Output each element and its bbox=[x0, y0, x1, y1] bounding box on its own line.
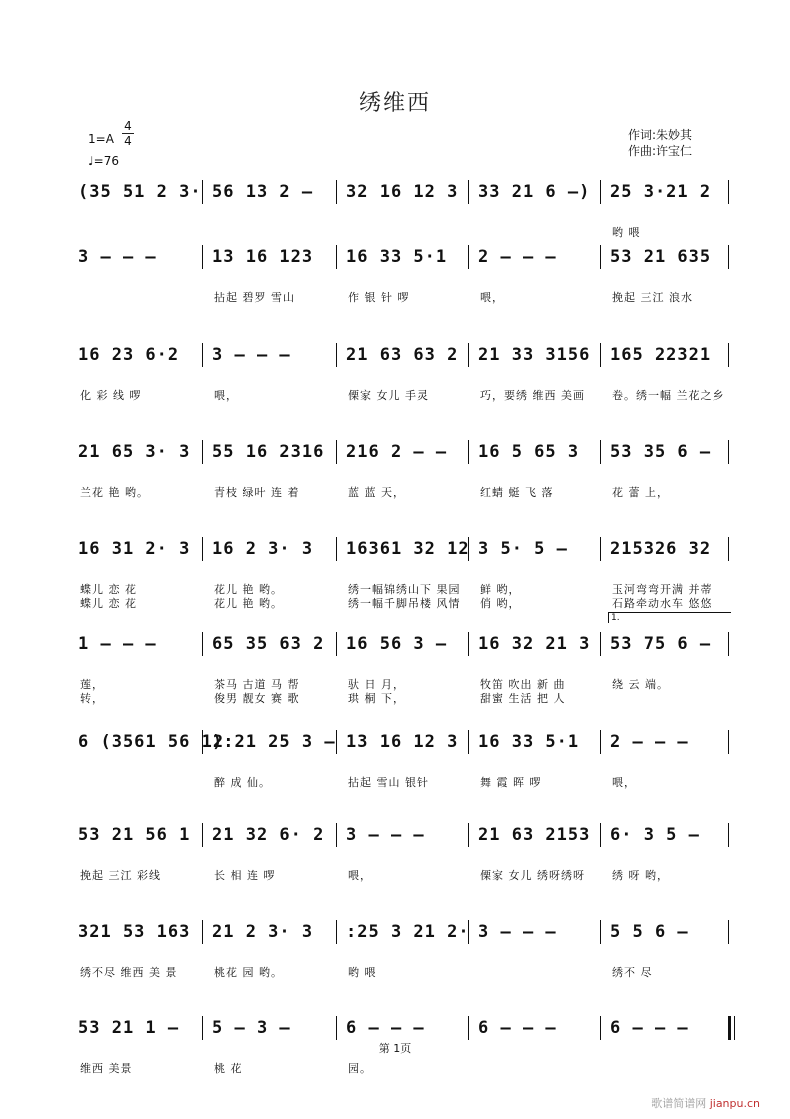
composer: 作曲:许宝仁 bbox=[628, 144, 693, 158]
notes-line bbox=[72, 440, 732, 466]
lyric-segment: 青枝 绿叶 连 着 bbox=[214, 486, 300, 499]
barline bbox=[336, 537, 337, 561]
barline bbox=[336, 632, 337, 656]
barline bbox=[202, 440, 203, 464]
barline bbox=[600, 537, 601, 561]
lyric-segment: 作 银 针 啰 bbox=[348, 291, 410, 304]
barline bbox=[728, 1016, 735, 1040]
measure: 2 – – – bbox=[610, 732, 689, 752]
measure: 2 – – – bbox=[478, 247, 557, 267]
barline bbox=[468, 245, 469, 269]
lyric-segment: 喂， bbox=[480, 291, 504, 304]
barline bbox=[728, 823, 729, 847]
measure: 16 31 2· 3 bbox=[78, 539, 191, 559]
barline bbox=[202, 920, 203, 944]
lyric-segment: 俏 哟， bbox=[480, 597, 521, 610]
lyric-segment: 哟 喂 bbox=[612, 226, 641, 239]
lyric-segment: 绣一幅千脚吊楼 风情 bbox=[348, 597, 461, 610]
lyric-segment: 绣一幅锦绣山下 果园 bbox=[348, 583, 461, 596]
lyric-segment: 喂， bbox=[348, 869, 372, 882]
notes-line bbox=[72, 537, 732, 563]
barline bbox=[468, 180, 469, 204]
notes-line bbox=[72, 245, 732, 271]
lyric-segment: 绣不尽 维西 美 景 bbox=[80, 966, 178, 979]
lyric-segment: 鲜 哟， bbox=[480, 583, 521, 596]
score-row bbox=[72, 245, 732, 325]
lyric-segment: 驮 日 月， bbox=[348, 678, 405, 691]
lyric-segment: 茶马 古道 马 帮 bbox=[214, 678, 300, 691]
lyric-segment: 巧，要绣 维西 美画 bbox=[480, 389, 585, 402]
measure: 3 – – – bbox=[478, 922, 557, 942]
barline bbox=[728, 537, 729, 561]
measure: 33 21 6 –) bbox=[478, 182, 591, 202]
lyric-segment: 桃 花 bbox=[214, 1062, 243, 1075]
barline bbox=[600, 343, 601, 367]
notes-line bbox=[72, 920, 732, 946]
measure: 21 32 6· 2 bbox=[212, 825, 325, 845]
score-row bbox=[72, 440, 732, 520]
barline bbox=[336, 343, 337, 367]
barline bbox=[600, 632, 601, 656]
notes-line bbox=[72, 823, 732, 849]
measure: 21 33 3156 bbox=[478, 345, 591, 365]
barline bbox=[336, 1016, 337, 1040]
measure: 13 16 12 3 bbox=[346, 732, 459, 752]
lyric-segment: 卷。绣一幅 兰花之乡 bbox=[612, 389, 725, 402]
measure: 16 33 5·1 bbox=[346, 247, 448, 267]
measure: :25 3 21 2· bbox=[346, 922, 470, 942]
lyric-segment: 蝶儿 恋 花 bbox=[80, 583, 137, 596]
lyric-segment: 桃花 园 哟。 bbox=[214, 966, 283, 979]
measure: 6 – – – bbox=[478, 1018, 557, 1038]
measure: 53 35 6 – bbox=[610, 442, 712, 462]
barline bbox=[336, 920, 337, 944]
lyric-segment: 牧笛 吹出 新 曲 bbox=[480, 678, 566, 691]
notes-line bbox=[72, 343, 732, 369]
measure: 3 5· 5 – bbox=[478, 539, 568, 559]
score-row bbox=[72, 920, 732, 1000]
lyric-segment: 绣不 尽 bbox=[612, 966, 653, 979]
measure: 1 – – – bbox=[78, 634, 157, 654]
measure: 21 65 3· 3 bbox=[78, 442, 191, 462]
lyric-segment: 蓝 蓝 天， bbox=[348, 486, 405, 499]
tempo-marking: ♩=76 bbox=[88, 154, 119, 168]
lyric-segment: 喂， bbox=[214, 389, 238, 402]
measure: 6· 3 5 – bbox=[610, 825, 700, 845]
barline bbox=[728, 920, 729, 944]
watermark-url: jianpu.cn bbox=[709, 1097, 760, 1110]
measure: ):21 25 3 – bbox=[212, 732, 336, 752]
song-title: 绣维西 bbox=[358, 91, 431, 116]
lyric-segment: 俊男 靓女 赛 歌 bbox=[214, 692, 300, 705]
lyric-segment: 长 相 连 啰 bbox=[214, 869, 276, 882]
barline bbox=[202, 632, 203, 656]
score-row bbox=[72, 632, 732, 712]
lyric-segment: 园。 bbox=[348, 1062, 372, 1075]
barline bbox=[728, 180, 729, 204]
measure: (35 51 2 3· bbox=[78, 182, 202, 202]
barline bbox=[202, 1016, 203, 1040]
barline bbox=[202, 245, 203, 269]
measure: 3 – – – bbox=[346, 825, 425, 845]
measure: 21 2 3· 3 bbox=[212, 922, 314, 942]
barline bbox=[728, 245, 729, 269]
barline bbox=[600, 180, 601, 204]
measure: 165 22321 bbox=[610, 345, 712, 365]
measure: 53 21 635 bbox=[610, 247, 712, 267]
measure: 53 21 1 – bbox=[78, 1018, 180, 1038]
measure: 16 32 21 3 bbox=[478, 634, 591, 654]
barline bbox=[728, 730, 729, 754]
notes-line bbox=[72, 730, 732, 756]
lyric-segment: 挽起 三江 彩线 bbox=[80, 869, 161, 882]
barline bbox=[202, 343, 203, 367]
barline bbox=[600, 730, 601, 754]
notes-line bbox=[72, 180, 732, 206]
measure: 5 5 6 – bbox=[610, 922, 689, 942]
measure: 216 2 – – bbox=[346, 442, 448, 462]
lyric-segment: 蝶儿 恋 花 bbox=[80, 597, 137, 610]
measure: 16361 32 12 bbox=[346, 539, 470, 559]
barline bbox=[468, 730, 469, 754]
watermark-site: 歌谱简谱网 bbox=[651, 1097, 707, 1110]
lyric-segment: 哟 喂 bbox=[348, 966, 377, 979]
score-row bbox=[72, 343, 732, 423]
lyric-segment: 醉 成 仙。 bbox=[214, 776, 271, 789]
lyric-segment: 莲， bbox=[80, 678, 104, 691]
barline bbox=[728, 440, 729, 464]
lyric-segment: 甜蜜 生活 把 人 bbox=[480, 692, 566, 705]
barline bbox=[336, 440, 337, 464]
lyric-segment: 绣 呀 哟， bbox=[612, 869, 669, 882]
barline bbox=[728, 343, 729, 367]
measure: 6 – – – bbox=[610, 1018, 689, 1038]
barline bbox=[468, 343, 469, 367]
lyric-segment: 化 彩 线 啰 bbox=[80, 389, 142, 402]
barline bbox=[336, 730, 337, 754]
volta-marker: 1. bbox=[608, 612, 731, 623]
measure: 6 (3561 56 12 bbox=[78, 732, 225, 752]
measure: 56 13 2 – bbox=[212, 182, 314, 202]
score-row bbox=[72, 537, 732, 617]
barline bbox=[202, 180, 203, 204]
measure: 16 56 3 – bbox=[346, 634, 448, 654]
notes-line bbox=[72, 632, 732, 658]
credits bbox=[628, 127, 692, 159]
barline bbox=[202, 823, 203, 847]
lyric-segment: 傈家 女儿 绣呀绣呀 bbox=[480, 869, 585, 882]
barline bbox=[600, 1016, 601, 1040]
lyric-segment: 拈起 碧罗 雪山 bbox=[214, 291, 295, 304]
measure: 21 63 63 2 bbox=[346, 345, 459, 365]
lyric-segment: 玉河弯弯开满 并蒂 bbox=[612, 583, 713, 596]
watermark bbox=[651, 1095, 760, 1111]
barline bbox=[336, 823, 337, 847]
measure: 6 – – – bbox=[346, 1018, 425, 1038]
measure: 321 53 163 bbox=[78, 922, 191, 942]
measure: 53 75 6 – bbox=[610, 634, 712, 654]
barline bbox=[728, 632, 729, 656]
barline bbox=[600, 823, 601, 847]
measure: 55 16 2316 bbox=[212, 442, 325, 462]
barline bbox=[468, 632, 469, 656]
measure: 53 21 56 1 bbox=[78, 825, 191, 845]
measure: 3 – – – bbox=[212, 345, 291, 365]
lyric-segment: 花 蕾 上， bbox=[612, 486, 669, 499]
measure: 16 33 5·1 bbox=[478, 732, 580, 752]
key-signature: 1=A bbox=[88, 132, 114, 146]
lyric-segment: 舞 霞 晖 啰 bbox=[480, 776, 542, 789]
measure: 16 2 3· 3 bbox=[212, 539, 314, 559]
lyric-segment: 转， bbox=[80, 692, 104, 705]
lyric-segment: 喂， bbox=[612, 776, 636, 789]
measure: 16 5 65 3 bbox=[478, 442, 580, 462]
meter-bottom: 4 bbox=[124, 134, 132, 148]
lyricist: 作词:朱妙其 bbox=[628, 128, 693, 142]
lyric-segment: 红蜻 蜓 飞 落 bbox=[480, 486, 554, 499]
barline bbox=[600, 920, 601, 944]
barline bbox=[336, 180, 337, 204]
barline bbox=[202, 537, 203, 561]
measure: 3 – – – bbox=[78, 247, 157, 267]
measure: 16 23 6·2 bbox=[78, 345, 180, 365]
lyric-segment: 维西 美景 bbox=[80, 1062, 133, 1075]
notes-line bbox=[72, 1016, 732, 1042]
barline bbox=[600, 440, 601, 464]
measure: 5 – 3 – bbox=[212, 1018, 291, 1038]
barline bbox=[600, 245, 601, 269]
measure: 21 63 2153 bbox=[478, 825, 591, 845]
meter-top: 4 bbox=[124, 119, 132, 133]
measure: 13 16 123 bbox=[212, 247, 314, 267]
measure: 65 35 63 2 bbox=[212, 634, 325, 654]
lyric-segment: 花儿 艳 哟。 bbox=[214, 583, 283, 596]
barline bbox=[468, 440, 469, 464]
score-row bbox=[72, 1016, 732, 1096]
lyric-segment: 绕 云 端。 bbox=[612, 678, 669, 691]
lyric-segment: 拈起 雪山 银针 bbox=[348, 776, 429, 789]
time-signature bbox=[122, 120, 134, 147]
lyric-segment: 花儿 艳 哟。 bbox=[214, 597, 283, 610]
lyric-segment: 珙 桐 下， bbox=[348, 692, 405, 705]
lyric-segment: 傈家 女儿 手灵 bbox=[348, 389, 429, 402]
measure: 32 16 12 3 bbox=[346, 182, 459, 202]
lyric-segment: 兰花 艳 哟。 bbox=[80, 486, 149, 499]
lyric-segment: 挽起 三江 浪水 bbox=[612, 291, 693, 304]
measure: 215326 32 bbox=[610, 539, 712, 559]
score-row bbox=[72, 730, 732, 810]
measure: 25 3·21 2 bbox=[610, 182, 712, 202]
barline bbox=[468, 823, 469, 847]
page-number: 第 1页 bbox=[378, 1042, 412, 1055]
score-row bbox=[72, 823, 732, 903]
barline bbox=[336, 245, 337, 269]
barline bbox=[468, 1016, 469, 1040]
lyric-segment: 石路牵动水车 悠悠 bbox=[612, 597, 713, 610]
